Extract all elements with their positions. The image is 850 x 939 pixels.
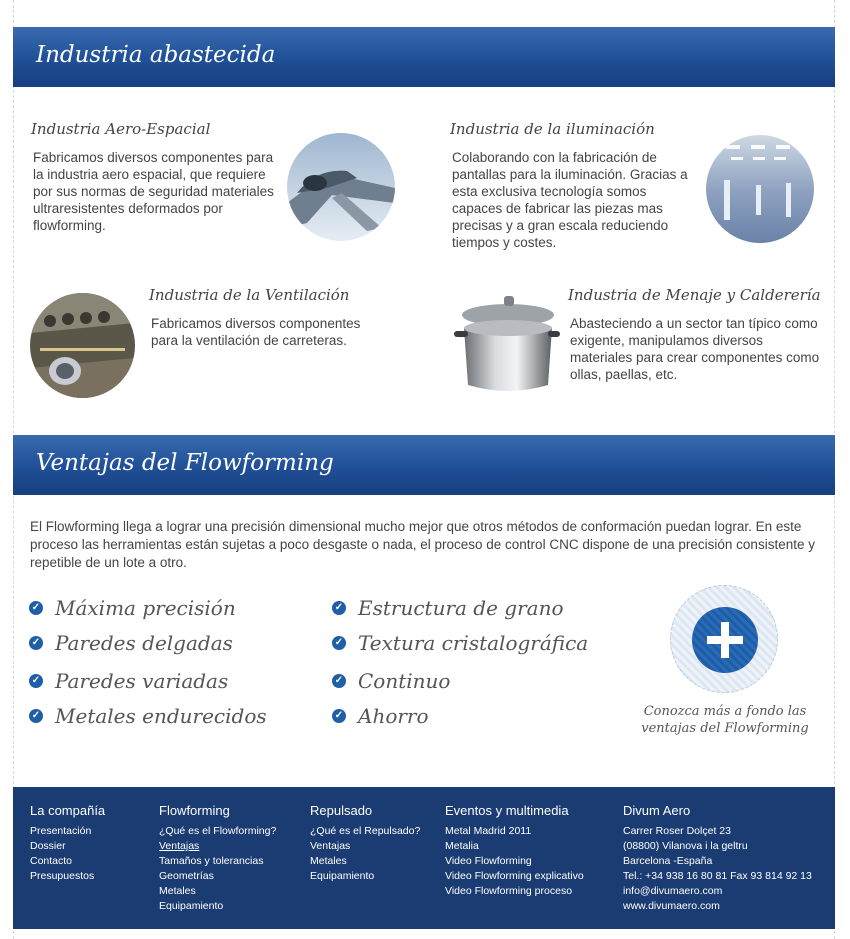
footer-heading: Divum Aero bbox=[623, 803, 691, 818]
industry-text: Fabricamos diversos componentes para la industria aero espacial, que requiere por sus normas de seguridad materiales ultraresistentes deformados por flowforming. bbox=[33, 150, 274, 233]
footer-link[interactable]: Video Flowforming bbox=[445, 855, 532, 867]
checkmark-icon: ✓ bbox=[29, 601, 43, 615]
footer-col-flowforming bbox=[159, 803, 276, 914]
footer-col-eventos bbox=[445, 803, 584, 899]
footer-heading: La compañía bbox=[30, 803, 106, 818]
footer-link[interactable]: Presentación bbox=[30, 825, 92, 837]
footer-link[interactable]: Equipamiento bbox=[310, 870, 375, 882]
ventaja-item: ✓ Metales endurecidos bbox=[29, 703, 267, 729]
industry-title: Industria de Menaje y Calderería bbox=[568, 286, 821, 304]
footer-link[interactable]: Video Flowforming proceso bbox=[445, 885, 573, 897]
industry-text: Colaborando con la fabricación de pantallas para la iluminación. Gracias a esta exclusiva tecnología somos capaces de fabricar las piezas mas precisas y a gran escala reduciendo tiempos y costes. bbox=[452, 150, 688, 250]
ventaja-item: ✓ Textura cristalográfica bbox=[332, 630, 588, 656]
footer-link[interactable]: Ventajas bbox=[159, 840, 200, 852]
footer-link[interactable]: Metales bbox=[159, 885, 196, 897]
industry-title: Industria Aero-Espacial bbox=[31, 120, 211, 138]
industria-banner bbox=[13, 27, 835, 87]
section-title: Industria abastecida bbox=[36, 42, 276, 68]
ventajas-banner bbox=[13, 435, 835, 495]
footer-col-repulsado bbox=[310, 803, 420, 884]
checkmark-icon: ✓ bbox=[332, 674, 346, 688]
checkmark-icon: ✓ bbox=[332, 636, 346, 650]
more-info-link[interactable]: Conozca más a fondo las ventajas del Flowforming bbox=[641, 704, 809, 736]
footer-link[interactable]: Video Flowforming explicativo bbox=[445, 870, 584, 882]
footer-link[interactable]: Dossier bbox=[30, 840, 66, 852]
checkmark-icon: ✓ bbox=[332, 709, 346, 723]
footer-address: Carrer Roser Dolçet 23 bbox=[623, 825, 731, 837]
industry-text: Abasteciendo a un sector tan típico como exigente, manipulamos diversos materiales para crear componentes como ollas, paellas, etc. bbox=[570, 316, 820, 382]
tunnel-fan-image bbox=[30, 293, 135, 398]
cooking-pot-image bbox=[452, 293, 560, 398]
footer-link[interactable]: ¿Qué es el Repulsado? bbox=[310, 825, 421, 837]
section-title: Ventajas del Flowforming bbox=[36, 450, 334, 476]
footer-website-link[interactable]: www.divumaero.com bbox=[623, 900, 720, 912]
footer-address: (08800) Vilanova i la geltru bbox=[623, 840, 748, 852]
footer-link[interactable]: ¿Qué es el Flowforming? bbox=[159, 825, 277, 837]
checkmark-icon: ✓ bbox=[332, 601, 346, 615]
jet-image bbox=[287, 133, 395, 241]
footer-heading: Flowforming bbox=[159, 803, 230, 818]
footer-heading: Repulsado bbox=[310, 803, 373, 818]
footer-phone: Tel.: +34 938 16 80 81 Fax 93 814 92 13 bbox=[623, 870, 812, 882]
footer-heading: Eventos y multimedia bbox=[445, 803, 569, 818]
more-info-button[interactable] bbox=[670, 585, 778, 693]
footer-link[interactable]: Geometrías bbox=[159, 870, 214, 882]
footer-link[interactable]: Metales bbox=[310, 855, 347, 867]
footer-address: Barcelona -España bbox=[623, 855, 713, 867]
plus-icon bbox=[692, 607, 758, 673]
footer-link[interactable]: Ventajas bbox=[310, 840, 351, 852]
ventaja-item: ✓ Continuo bbox=[332, 668, 450, 694]
ventaja-item: ✓ Paredes delgadas bbox=[29, 630, 233, 656]
checkmark-icon: ✓ bbox=[29, 636, 43, 650]
footer-link[interactable]: Metal Madrid 2011 bbox=[445, 825, 532, 837]
industry-title: Industria de la Ventilación bbox=[149, 286, 350, 304]
industry-title: Industria de la iluminación bbox=[450, 120, 655, 138]
lighting-image bbox=[706, 135, 814, 243]
footer-link[interactable]: Tamaños y tolerancias bbox=[159, 855, 264, 867]
checkmark-icon: ✓ bbox=[29, 709, 43, 723]
footer-link[interactable]: Presupuestos bbox=[30, 870, 95, 882]
ventaja-item: ✓ Máxima precisión bbox=[29, 595, 236, 621]
ventaja-item: ✓ Ahorro bbox=[332, 703, 429, 729]
ventajas-intro: El Flowforming llega a lograr una precisión dimensional mucho mejor que otros métodos de conformación puedan lograr. En este proceso las herramientas están sujetas a poco desgaste o nada, el proceso de control CNC dispone de una precisión consistente y repetible de un lote a otro. bbox=[30, 519, 815, 570]
ventaja-item: ✓ Paredes variadas bbox=[29, 668, 228, 694]
checkmark-icon: ✓ bbox=[29, 674, 43, 688]
ventaja-item: ✓ Estructura de grano bbox=[332, 595, 564, 621]
footer-link[interactable]: Metalia bbox=[445, 840, 479, 852]
footer-col-company bbox=[30, 803, 105, 884]
industry-text: Fabricamos diversos componentes para la ventilación de carreteras. bbox=[151, 316, 361, 348]
footer-link[interactable]: Equipamiento bbox=[159, 900, 224, 912]
footer-email-link[interactable]: info@divumaero.com bbox=[623, 885, 723, 897]
footer bbox=[13, 787, 835, 929]
footer-col-divum bbox=[623, 803, 812, 914]
footer-link[interactable]: Contacto bbox=[30, 855, 73, 867]
